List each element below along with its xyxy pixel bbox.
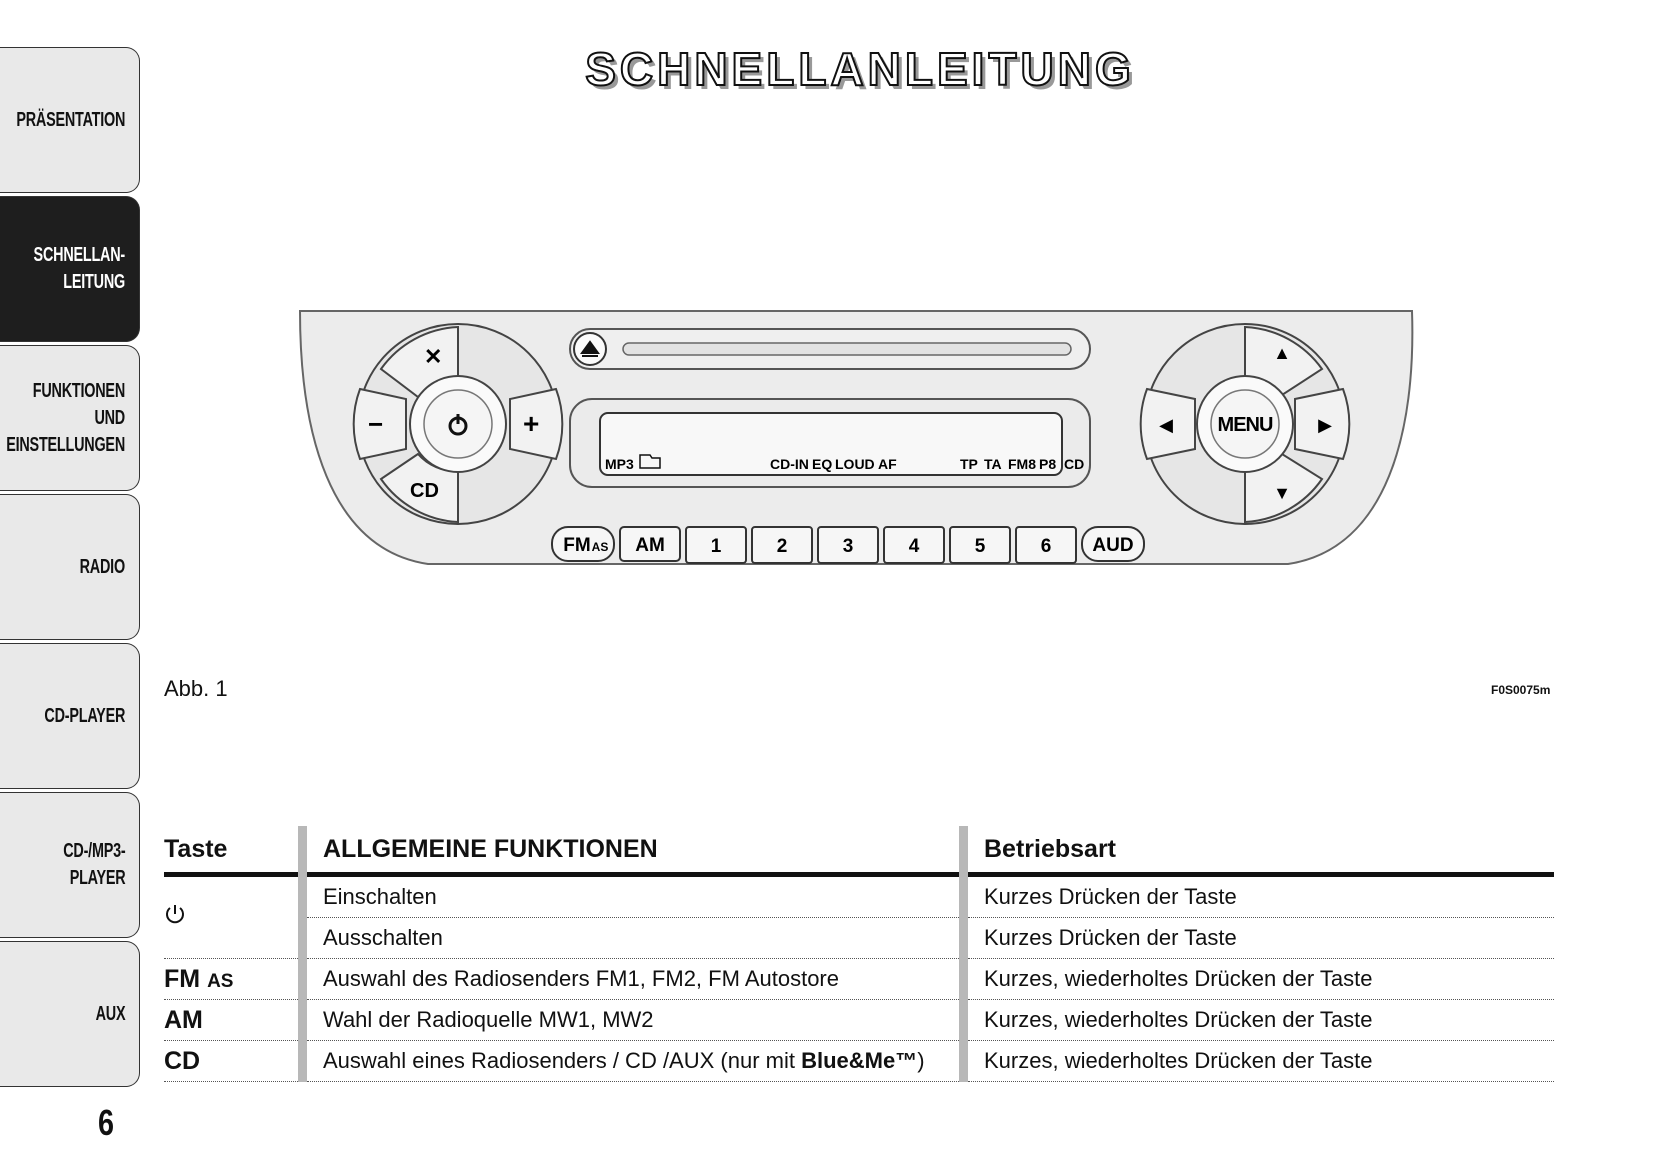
function-cell: Auswahl des Radiosenders FM1, FM2, FM Autostore [303,959,964,1000]
right-arrow-icon: ▶ [1318,415,1332,435]
mode-cell: Kurzes Drücken der Taste [964,875,1555,918]
tab-schnellanleitung[interactable] [0,196,140,342]
header-key: Taste [164,826,303,875]
function-text-end: ) [917,1048,925,1073]
indicator-af: AF [878,456,897,472]
indicator-mp3: MP3 [605,456,634,472]
indicator-ta: TA [984,456,1002,472]
fm-label: FM [563,535,591,556]
table-row [164,959,1554,1000]
table-row [164,1000,1554,1041]
preset-3-label: 3 [842,536,854,557]
figure-code: F0S0075m [1491,683,1551,697]
function-cell: Wahl der Radioquelle MW1, MW2 [303,1000,964,1041]
am-label: AM [635,535,665,556]
tab-label: AUX [95,1002,125,1025]
tab-label: SCHNELLAN- LEITUNG [33,244,125,293]
page-title: SCHNELLANLEITUNG [585,43,1135,95]
figure-caption: Abb. 1 [164,676,228,701]
radio-illustration [298,309,1418,599]
tab-funktionen[interactable] [0,345,140,491]
power-key-cell [164,875,303,959]
tab-cd-mp3-player[interactable] [0,792,140,938]
tab-label: PRÄSENTATION [16,108,125,131]
header-mode: Betriebsart [964,826,1555,875]
cd-button-label: CD [410,480,439,502]
function-cell: Ausschalten [303,918,964,959]
table-row [164,1041,1554,1082]
indicator-p: P8 [1039,456,1057,472]
key-cell-cd: CD [164,1041,303,1082]
table-header-row [164,826,1554,875]
table-row [164,875,1554,918]
tab-radio[interactable] [0,494,140,640]
function-cell [303,1041,964,1082]
preset-2-label: 2 [776,536,788,557]
plus-label: + [523,408,540,439]
key-cell-fm [164,959,303,1000]
cd-slot [623,343,1071,355]
blueme-text: Blue&Me™ [801,1048,918,1073]
key-fm-sub: AS [207,970,234,992]
preset-4-label: 4 [908,536,920,557]
tab-label: CD-/MP3- PLAYER [62,840,125,889]
mode-cell: Kurzes, wiederholtes Drücken der Taste [964,959,1555,1000]
preset-6-label: 6 [1040,536,1052,557]
indicator-cdin: CD-IN [770,456,809,472]
table-row [164,918,1554,959]
left-arrow-icon: ◀ [1159,415,1173,435]
fm-sub-label: AS [591,540,609,554]
preset-5-label: 5 [974,536,986,557]
up-arrow-icon: ▲ [1273,343,1291,363]
indicator-tp: TP [960,456,978,472]
indicator-cd: CD [1064,456,1085,472]
down-arrow-icon: ▼ [1273,483,1291,503]
function-cell: Einschalten [303,875,964,918]
tab-label: RADIO [79,555,125,578]
tab-label: FUNKTIONEN UND EINSTELLUNGEN [6,379,125,456]
power-icon [164,902,186,926]
indicator-eq: EQ [812,456,833,472]
key-fm: FM [164,964,201,993]
tab-aux[interactable] [0,941,140,1087]
preset-1-label: 1 [710,536,722,557]
indicator-loud: LOUD [835,456,875,472]
minus-label: − [368,409,384,439]
functions-table [164,826,1554,1082]
indicator-fm: FM8 [1008,456,1036,472]
tab-label: CD-PLAYER [44,704,125,727]
mute-icon: ✕ [424,344,443,369]
function-text: Auswahl eines Radiosenders / CD /AUX (nur mit [323,1048,802,1073]
tab-cd-player[interactable] [0,643,140,789]
aud-label: AUD [1092,535,1134,556]
menu-label: MENU [1217,414,1273,436]
mode-cell: Kurzes, wiederholtes Drücken der Taste [964,1041,1555,1082]
preset-row [552,527,1144,563]
mode-cell: Kurzes, wiederholtes Drücken der Taste [964,1000,1555,1041]
key-cell-am: AM [164,1000,303,1041]
header-function: ALLGEMEINE FUNKTIONEN [303,826,964,875]
page-number: 6 [98,1102,115,1143]
mode-cell: Kurzes Drücken der Taste [964,918,1555,959]
